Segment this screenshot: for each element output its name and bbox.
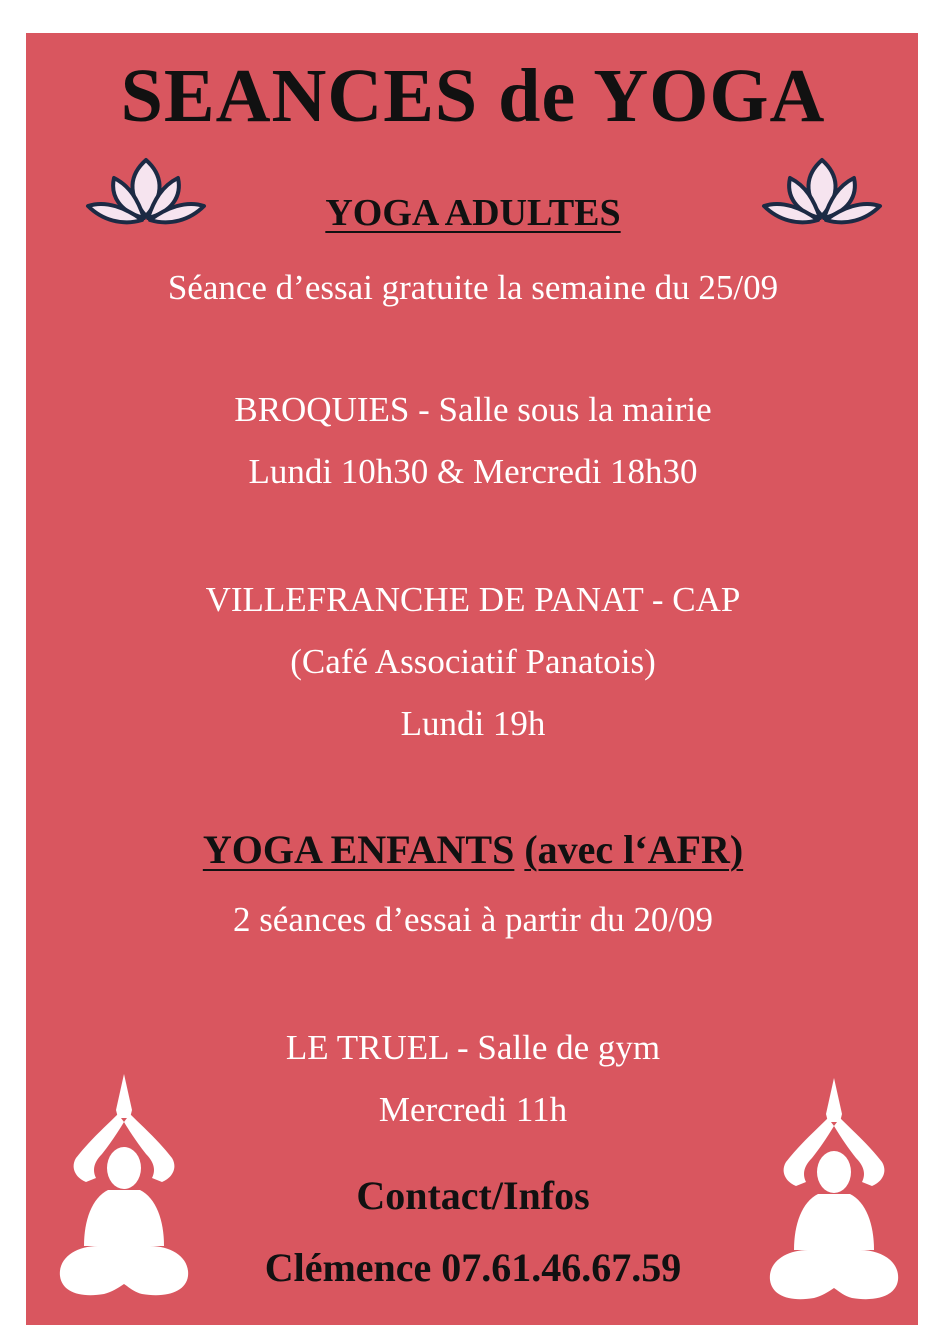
- meditating-person-icon: [756, 1074, 912, 1304]
- contact-person: Clémence 07.61.46.67.59: [264, 1245, 682, 1290]
- contact-label: Contact/Infos: [356, 1173, 590, 1218]
- villefranche-detail: (Café Associatif Panatois): [290, 642, 656, 681]
- broquies-location: BROQUIES - Salle sous la mairie: [234, 390, 712, 429]
- truel-schedule: Mercredi 11h: [378, 1090, 568, 1129]
- truel-location: LE TRUEL - Salle de gym: [285, 1028, 661, 1067]
- kids-yoga-heading: [0, 826, 946, 874]
- kids-yoga-heading-text: YOGA ENFANTS: [202, 827, 515, 872]
- kids-yoga-heading-suffix: (avec l‘AFR): [524, 827, 744, 872]
- broquies-schedule: Lundi 10h30 & Mercredi 18h30: [248, 452, 698, 491]
- adult-yoga-heading: [0, 190, 946, 236]
- page-title: SEANCES de YOGA: [120, 54, 826, 138]
- kids-trial-text: 2 séances d’essai à partir du 20/09: [232, 900, 714, 939]
- villefranche-schedule: Lundi 19h: [400, 704, 546, 743]
- meditating-person-icon: [46, 1070, 202, 1300]
- villefranche-location: VILLEFRANCHE DE PANAT - CAP: [205, 580, 741, 619]
- adult-yoga-heading-text: YOGA ADULTES: [325, 192, 621, 234]
- adult-trial-text: Séance d’essai gratuite la semaine du 25/09: [167, 268, 779, 307]
